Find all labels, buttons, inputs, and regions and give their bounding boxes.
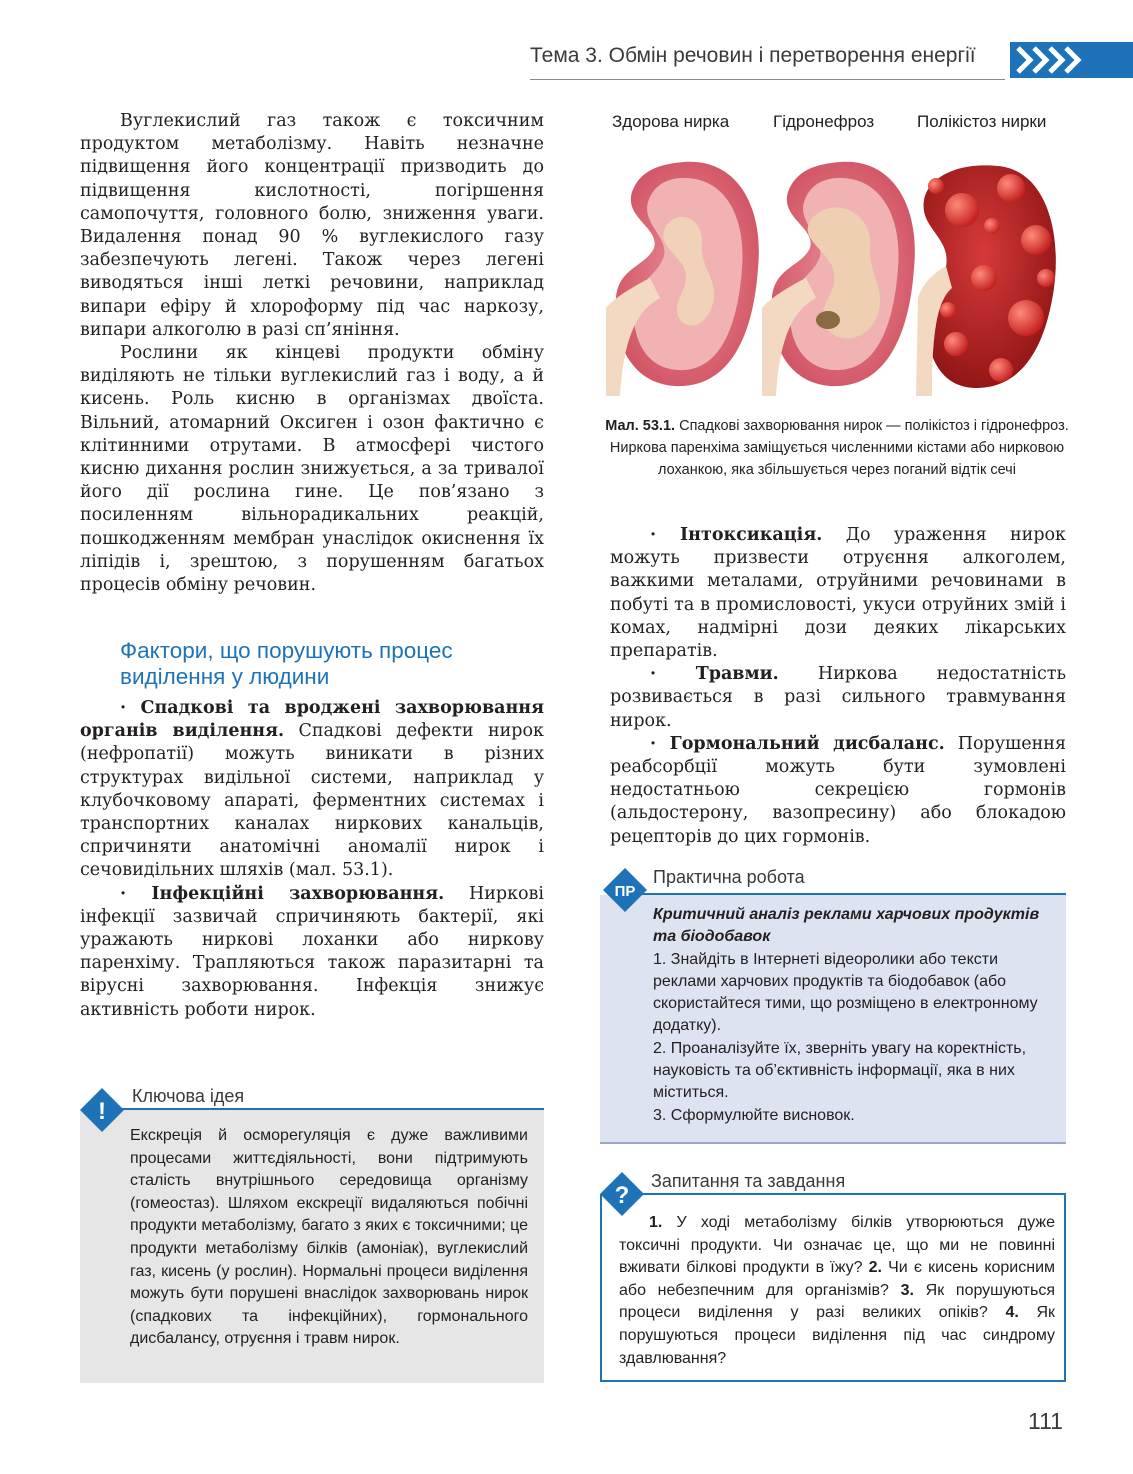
practical-work-title: Критичний аналіз реклами харчових продуктів та біодобавок — [653, 906, 1040, 946]
right-column-text — [610, 524, 1066, 849]
paragraph-text: Ниркова недостатність розвивається в разі сильного травмування нирок. — [610, 664, 1067, 731]
paragraph-text: До ураження нирок можуть призвести отруєння алкоголем, важкими металами, отруйними речовинами в побуті та в промисловості, укуси отруйних змій і комах, надмірні дози деяких лікарських препаратів. — [610, 525, 1066, 662]
caption-number: Мал. 53.1. — [605, 418, 676, 434]
question-mark-icon — [600, 1172, 644, 1216]
question-number: 3. — [900, 1281, 914, 1299]
kidney-illustration — [606, 148, 1066, 396]
badge-text: ПР — [614, 883, 636, 900]
paragraph — [80, 697, 544, 883]
key-idea-text: Екскреція й осморегуляція є дуже важливими процесами життєдіяльності, вони підтримують сталість внутрішнього середовища організму (гомеостаз). Шляхом екскреції видаляються побічні продукти метаболізму, багато з яких є токсичними; це продукти метаболізму білків (амоніак), вуглекислий газ, кисень (у рослин). Нормальні процеси виділення можуть бути порушені внаслідок захворювань нирок (спадкових та інфекційних), гормонального дисбалансу, отруєння і травм нирок. — [130, 1127, 528, 1348]
paragraph-text: Порушення реабсорбції можуть бути зумовлені недостатньою секрецією гормонів (альдостерону, вазопресину) або блокадою рецепторів до цих гормонів. — [610, 733, 1066, 847]
practical-work-content — [653, 904, 1058, 1127]
figure-label-hydronephrosis: Гідронефроз — [773, 112, 875, 131]
section-heading: Фактори, що порушують процес виділення у людини — [120, 638, 453, 689]
key-idea-top-line — [120, 1108, 544, 1110]
question-text: У ході метаболізму білків утворюються дуже токсичні продукти. Чи означає це, що ми не повинні вживати білкові продукти в їжу? — [619, 1214, 1055, 1277]
term-infectious: · Інфекційні захворювання. — [120, 883, 445, 904]
practical-work-badge-icon — [603, 868, 647, 912]
figure-caption — [604, 415, 1070, 481]
paragraph-text: Спадкові дефекти нирок (нефропатії) можуть виникати в різних структурах видільної системи, наприклад у клубочковому апараті, ферментних системах і транспортних каналах ниркових канальців, спричиняти анатомічні аномалії нирок і сечовидільних шляхів (мал. 53.1). — [80, 721, 544, 881]
practical-box-top-line — [640, 893, 1066, 895]
practical-item: 3. Сформулюйте висновок. — [653, 1106, 855, 1124]
paragraph-text: Ниркові інфекції зазвичай спричиняють бактерії, які уражають ниркові лоханки або ниркову паренхіму. Трапляються також паразитарні та вірусні захворювання. Інфекція знижує активність роботи нирок. — [80, 883, 544, 1020]
figure-label-healthy: Здорова нирка — [612, 112, 730, 131]
question-text: Чи є кисень корисним або небезпечним для організмів? — [619, 1259, 1056, 1299]
term-hormonal: · Гормональний дисбаланс. — [650, 733, 945, 754]
badge-text: ? — [614, 1182, 630, 1209]
practical-item: 2. Проаналізуйте їх, зверніть увагу на коректність, науковість та об’єктивність інформації, яка в них міститься. — [653, 1039, 1027, 1102]
question-number: 2. — [868, 1259, 882, 1277]
header-divider — [530, 79, 1005, 80]
term-trauma: · Травми. — [650, 664, 779, 685]
paragraph — [610, 733, 1066, 849]
term-hereditary: · Спадкові та вроджені захворювання органів виділення. — [80, 698, 544, 742]
question-number: 4. — [1005, 1304, 1019, 1322]
questions-label: Запитання та завдання — [651, 1171, 846, 1191]
chevrons-icon — [1010, 42, 1133, 78]
hydronephrosis-kidney — [762, 162, 915, 396]
practical-box-border — [600, 1142, 1066, 1144]
questions-right-border — [1064, 1193, 1066, 1382]
questions-text — [619, 1212, 1055, 1370]
practical-item: 1. Знайдіть в Інтернеті відеоролики або тексти реклами харчових продуктів та біодобавок (або скористайтеся тими, що розміщено в електронному додатку). — [653, 950, 1038, 1035]
chapter-header-title: Тема 3. Обмін речовин і перетворення енергії — [530, 44, 976, 67]
term-intoxication: · Інтоксикація. — [650, 525, 823, 545]
figure-label-polycystic: Полікістоз нирки — [917, 112, 1047, 131]
polycystic-kidney — [916, 165, 1056, 396]
paragraph — [610, 663, 1066, 733]
paragraph — [80, 883, 544, 1022]
exclamation-icon — [80, 1088, 124, 1132]
paragraph — [610, 524, 1066, 663]
left-column-factors — [80, 697, 544, 1022]
caption-text: Спадкові захворювання нирок — полікістоз і гідронефроз. Ниркова паренхіма заміщується численними кістами або нирковою лоханкою, яка збільшується через поганий відтік сечі — [609, 418, 1069, 478]
practical-work-label: Практична робота — [653, 867, 805, 887]
questions-top-line — [640, 1193, 1066, 1195]
question-number: 1. — [649, 1214, 663, 1231]
question-text: Як порушуються процеси виділення у разі великих опіків? — [619, 1281, 1055, 1322]
healthy-kidney — [606, 162, 759, 396]
key-idea-label: Ключова ідея — [132, 1086, 245, 1106]
question-text: Як порушуються процеси виділення під час синдрому здавлювання? — [619, 1304, 1056, 1367]
left-column-text — [80, 110, 544, 597]
page-number: 111 — [1028, 1408, 1063, 1434]
paragraph: Вуглекислий газ також є токсичним продуктом метаболізму. Навіть незначне підвищення його концентрації призводить до підвищення кислотності, погіршення самопочуття, головного болю, зниження уваги. Видалення понад 90 % вуглекислого газу забезпечують легені. Також через легені виводяться інші леткі речовини, наприклад випари ефіру й хлороформу під час наркозу, випари алкоголю в разі сп’яніння. — [80, 111, 544, 340]
paragraph: Рослини як кінцеві продукти обміну виділяють не тільки вуглекислий газ і воду, а й кисень. Роль кисню в організмах двоїста. Вільний, атомарний Оксиген і озон фактично є клітинними отрутами. В атмосфері чистого кисню дихання рослин знижується, а за тривалої його дії рослина гине. Це пов’язано з посиленням вільнорадикальних реакцій, пошкодженням мембран унаслідок окиснення їх ліпідів і, зрештою, з порушенням багатьох процесів обміну речовин. — [80, 343, 544, 596]
badge-text: ! — [98, 1098, 106, 1125]
